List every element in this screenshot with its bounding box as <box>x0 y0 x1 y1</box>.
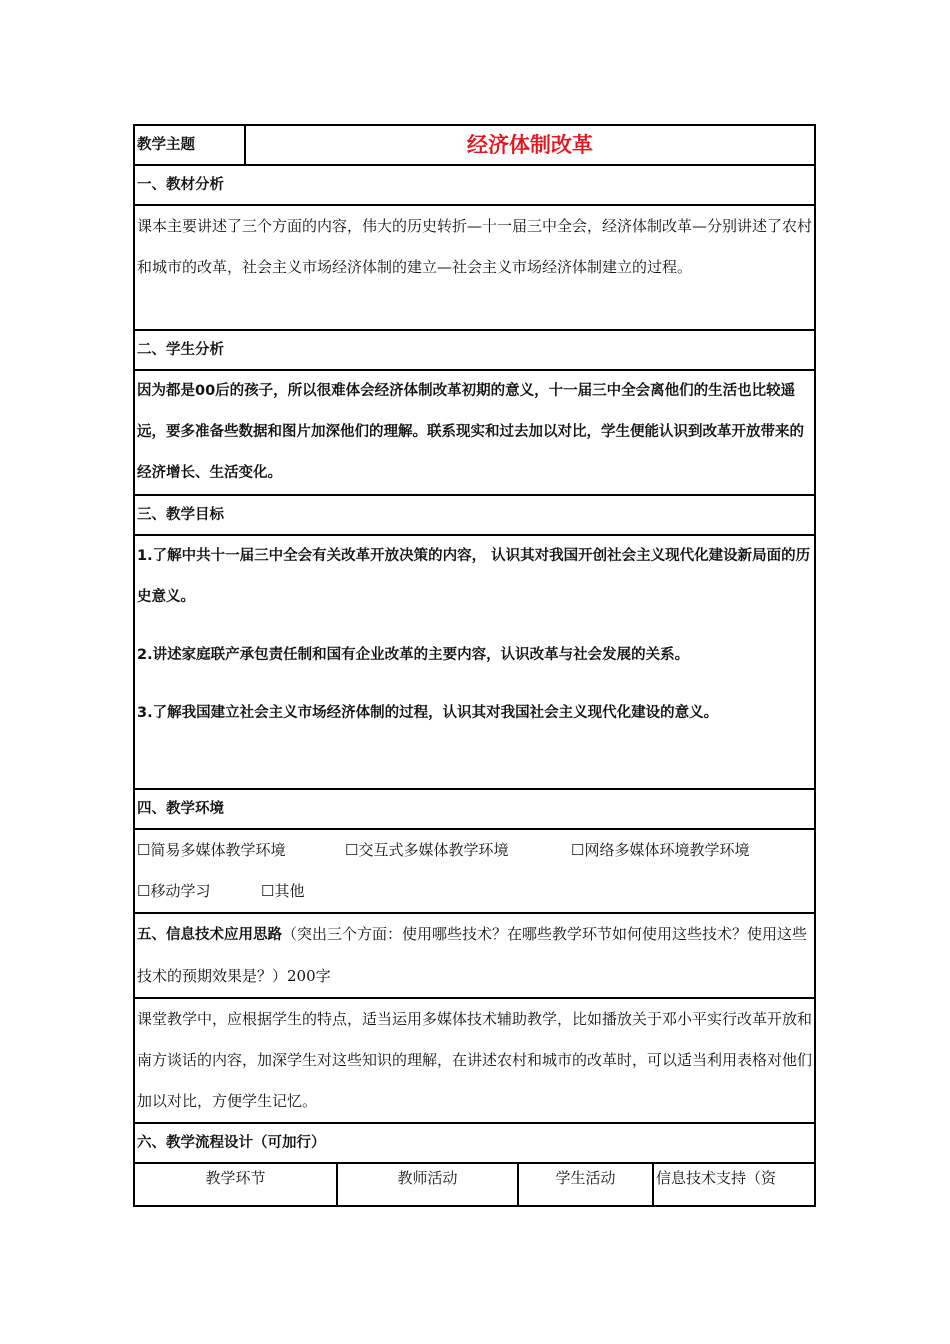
students-body-row <box>134 370 815 495</box>
flow-heading-row <box>134 1123 815 1163</box>
flow-col-tech-support: 信息技术支持（资 <box>653 1163 815 1206</box>
tech-text: 课堂教学中，应根据学生的特点，适当运用多媒体技术辅助教学，比如播放关于邓小平实行改革开放和南方谈话的内容，加深学生对这些知识的理解，在讲述农村和城市的改革时，可以适当利用表格对他们加以对比，方便学生记忆。 <box>134 998 815 1123</box>
goal-item-3: 3.了解我国建立社会主义市场经济体制的过程，认识其对我国社会主义现代化建设的意义。 <box>137 705 719 721</box>
flow-heading: 六、教学流程设计（可加行） <box>134 1123 815 1163</box>
flow-col-teacher: 教师活动 <box>337 1163 518 1206</box>
tech-heading-title: 五、信息技术应用思路 <box>137 927 282 943</box>
environment-body-row <box>134 829 815 913</box>
lesson-plan-table <box>133 124 816 1207</box>
env-option-mobile-learning[interactable]: ☐移动学习 <box>137 882 211 900</box>
goal-item-1: 1.了解中共十一届三中全会有关改革开放决策的内容， 认识其对我国开创社会主义现代化建设新局面的历史意义。 <box>137 548 811 605</box>
env-option-other[interactable]: ☐其他 <box>261 882 305 900</box>
students-heading-row <box>134 330 815 370</box>
goals-heading: 三、教学目标 <box>134 495 815 535</box>
environment-heading: 四、教学环境 <box>134 789 815 829</box>
flow-col-student: 学生活动 <box>518 1163 653 1206</box>
material-body-row <box>134 205 815 330</box>
environment-heading-row <box>134 789 815 829</box>
env-option-simple-multimedia[interactable]: ☐简易多媒体教学环境 <box>137 841 286 859</box>
material-text: 课本主要讲述了三个方面的内容，伟大的历史转折—十一届三中全会，经济体制改革—分别讲述了农村和城市的改革，社会主义市场经济体制的建立—社会主义市场经济体制建立的过程。 <box>134 205 815 330</box>
topic-row <box>134 125 815 165</box>
flow-col-stage: 教学环节 <box>134 1163 337 1206</box>
lesson-plan-document <box>133 124 814 1207</box>
topic-label: 教学主题 <box>134 125 245 165</box>
material-heading-row <box>134 165 815 205</box>
env-option-network-multimedia[interactable]: ☐网络多媒体环境教学环境 <box>571 841 750 859</box>
tech-heading <box>134 913 815 998</box>
material-heading: 一、教材分析 <box>134 165 815 205</box>
tech-heading-row <box>134 913 815 998</box>
tech-body-row <box>134 998 815 1123</box>
environment-options <box>134 829 815 913</box>
goals-body-row <box>134 535 815 789</box>
flow-columns-row <box>134 1163 815 1206</box>
env-option-interactive-multimedia[interactable]: ☐交互式多媒体教学环境 <box>345 841 509 859</box>
topic-title: 经济体制改革 <box>245 125 815 165</box>
students-text: 因为都是00后的孩子，所以很难体会经济体制改革初期的意义，十一届三中全会离他们的生活也比较遥远，要多准备些数据和图片加深他们的理解。联系现实和过去加以对比，学生便能认识到改革开放带来的经济增长、生活变化。 <box>134 370 815 495</box>
goals-list <box>134 535 815 789</box>
goals-heading-row <box>134 495 815 535</box>
tech-heading-note: （突出三个方面：使用哪些技术？在哪些教学环节如何使用这些技术？使用这些技术的预期效果是？）200字 <box>137 925 808 985</box>
students-heading: 二、学生分析 <box>134 330 815 370</box>
goal-item-2: 2.讲述家庭联产承包责任制和国有企业改革的主要内容，认识改革与社会发展的关系。 <box>137 647 690 663</box>
